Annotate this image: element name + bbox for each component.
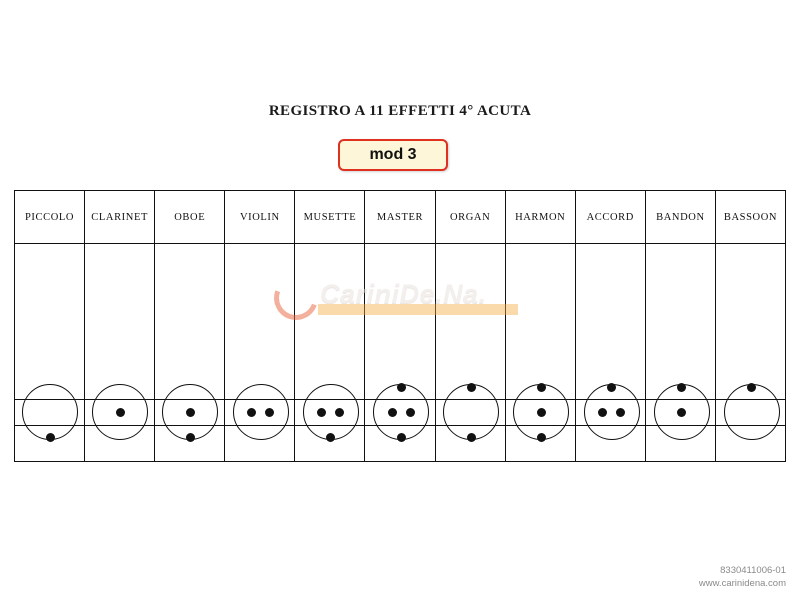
register-circle[interactable]: [724, 384, 780, 440]
reed-dot: [607, 383, 616, 392]
register-circle[interactable]: [584, 384, 640, 440]
reed-dot: [397, 383, 406, 392]
reed-dot: [537, 433, 546, 442]
register-circle[interactable]: [443, 384, 499, 440]
page-title: REGISTRO A 11 EFFETTI 4° ACUTA: [268, 103, 532, 119]
reed-dot: [677, 408, 686, 417]
register-table: [14, 190, 786, 462]
reed-dot: [116, 408, 125, 417]
header-divider: [295, 243, 364, 244]
column-header-musette: MUSETTE: [303, 211, 357, 223]
register-circle[interactable]: [373, 384, 429, 440]
header-divider: [576, 243, 645, 244]
reed-dot: [406, 408, 415, 417]
register-circle[interactable]: [303, 384, 359, 440]
column-header-harmon: HARMON: [515, 211, 566, 223]
column-header-bandon: BANDON: [656, 211, 705, 223]
column-header-bassoon: BASSOON: [723, 211, 778, 223]
column-header-piccolo: PICCOLO: [24, 211, 75, 223]
header-divider: [365, 243, 434, 244]
register-circle[interactable]: [22, 384, 78, 440]
reed-dot: [467, 433, 476, 442]
mod-badge: [338, 139, 448, 171]
reed-dot: [537, 408, 546, 417]
reed-dot: [186, 433, 195, 442]
footer-code: 8330411006-01: [720, 565, 786, 576]
column-header-oboe: OBOE: [174, 211, 206, 223]
reed-dot: [46, 433, 55, 442]
reed-dot: [677, 383, 686, 392]
header-divider: [155, 243, 224, 244]
footer: [699, 564, 786, 590]
reed-dot: [186, 408, 195, 417]
reed-dot: [537, 383, 546, 392]
header-divider: [716, 243, 785, 244]
header-divider: [15, 243, 84, 244]
reed-dot: [747, 383, 756, 392]
footer-site: www.carinidena.com: [698, 578, 786, 589]
mod-badge-label: mod 3: [369, 146, 417, 163]
header-divider: [646, 243, 715, 244]
reed-dot: [397, 433, 406, 442]
reed-dot: [265, 408, 274, 417]
column-header-accord: ACCORD: [586, 211, 634, 223]
column-header-organ: ORGAN: [449, 211, 491, 223]
reed-dot: [598, 408, 607, 417]
reed-dot: [335, 408, 344, 417]
header-divider: [436, 243, 505, 244]
header-divider: [506, 243, 575, 244]
register-circle[interactable]: [233, 384, 289, 440]
reed-dot: [247, 408, 256, 417]
column-header-master: MASTER: [376, 211, 424, 223]
reed-dot: [388, 408, 397, 417]
header-divider: [225, 243, 294, 244]
reed-dot: [616, 408, 625, 417]
column-header-clarinet: CLARINET: [91, 211, 148, 223]
reed-dot: [317, 408, 326, 417]
column-header-violin: VIOLIN: [239, 211, 280, 223]
reed-dot: [467, 383, 476, 392]
header-divider: [85, 243, 154, 244]
watermark-text: CariniDe.Na.: [320, 278, 487, 309]
reed-dot: [326, 433, 335, 442]
